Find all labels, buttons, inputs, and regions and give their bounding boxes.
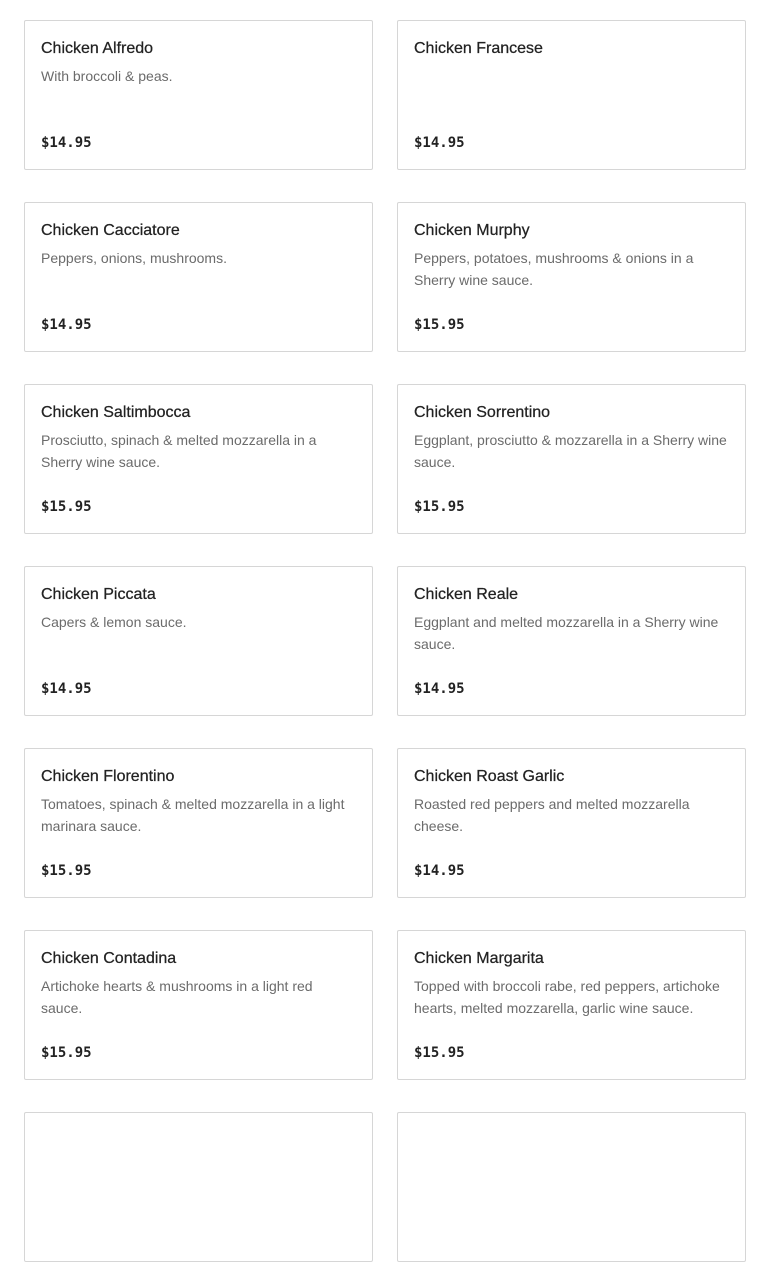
- menu-item-price: $15.95: [41, 863, 92, 879]
- menu-item-price: $14.95: [41, 681, 92, 697]
- menu-item-name: Chicken Alfredo: [41, 40, 154, 57]
- menu-item-card[interactable]: [24, 1112, 373, 1262]
- menu-item-name: Chicken Florentino: [41, 768, 175, 785]
- menu-item-price: $15.95: [41, 1045, 92, 1061]
- menu-item-card[interactable]: [24, 20, 373, 170]
- menu-item-description: Peppers, onions, mushrooms.: [41, 250, 227, 266]
- menu-item-description: Prosciutto, spinach & melted mozzarella in a Sherry wine sauce.: [41, 432, 317, 470]
- menu-item-card[interactable]: [24, 384, 373, 534]
- menu-item-name: Chicken Roast Garlic: [414, 768, 565, 785]
- menu-item-description: Roasted red peppers and melted mozzarella cheese.: [414, 796, 690, 834]
- menu-item-description: Tomatoes, spinach & melted mozzarella in a light marinara sauce.: [41, 796, 345, 834]
- menu-item-name: Chicken Sorrentino: [414, 404, 551, 421]
- menu-item-name: Chicken Murphy: [414, 222, 530, 239]
- menu-item-card[interactable]: [24, 748, 373, 898]
- menu-items-grid: [24, 20, 746, 1262]
- menu-item-card[interactable]: [397, 1112, 746, 1262]
- menu-item-card[interactable]: [397, 202, 746, 352]
- menu-item-price: $14.95: [41, 135, 92, 151]
- menu-item-card[interactable]: [24, 566, 373, 716]
- menu-item-description: Eggplant and melted mozzarella in a Sherry wine sauce.: [414, 614, 719, 652]
- menu-item-price: $15.95: [41, 499, 92, 515]
- menu-item-card[interactable]: [24, 202, 373, 352]
- menu-item-price: $15.95: [414, 499, 465, 515]
- menu-item-description: With broccoli & peas.: [41, 68, 173, 84]
- menu-item-name: Chicken Francese: [414, 40, 543, 57]
- menu-item-description: Peppers, potatoes, mushrooms & onions in a Sherry wine sauce.: [414, 250, 694, 288]
- menu-item-card[interactable]: [397, 748, 746, 898]
- menu-item-card[interactable]: [397, 20, 746, 170]
- menu-item-name: Chicken Saltimbocca: [41, 404, 191, 421]
- menu-item-name: Chicken Piccata: [41, 586, 156, 603]
- menu-item-name: Chicken Reale: [414, 586, 519, 603]
- menu-item-price: $14.95: [414, 681, 465, 697]
- menu-item-card[interactable]: [397, 566, 746, 716]
- menu-item-card[interactable]: [24, 930, 373, 1080]
- menu-item-name: Chicken Margarita: [414, 950, 544, 967]
- menu-item-price: $15.95: [414, 1045, 465, 1061]
- menu-item-description: Capers & lemon sauce.: [41, 614, 187, 630]
- menu-item-card[interactable]: [397, 930, 746, 1080]
- menu-item-description: Topped with broccoli rabe, red peppers, artichoke hearts, melted mozzarella, garlic wine sauce.: [414, 978, 720, 1016]
- menu-item-name: Chicken Cacciatore: [41, 222, 180, 239]
- menu-item-price: $14.95: [414, 135, 465, 151]
- menu-item-name: Chicken Contadina: [41, 950, 177, 967]
- menu-item-price: $15.95: [414, 317, 465, 333]
- menu-item-description: Eggplant, prosciutto & mozzarella in a Sherry wine sauce.: [414, 432, 727, 470]
- menu-item-card[interactable]: [397, 384, 746, 534]
- menu-item-price: $14.95: [414, 863, 465, 879]
- menu-item-price: $14.95: [41, 317, 92, 333]
- menu-item-description: Artichoke hearts & mushrooms in a light red sauce.: [41, 978, 313, 1016]
